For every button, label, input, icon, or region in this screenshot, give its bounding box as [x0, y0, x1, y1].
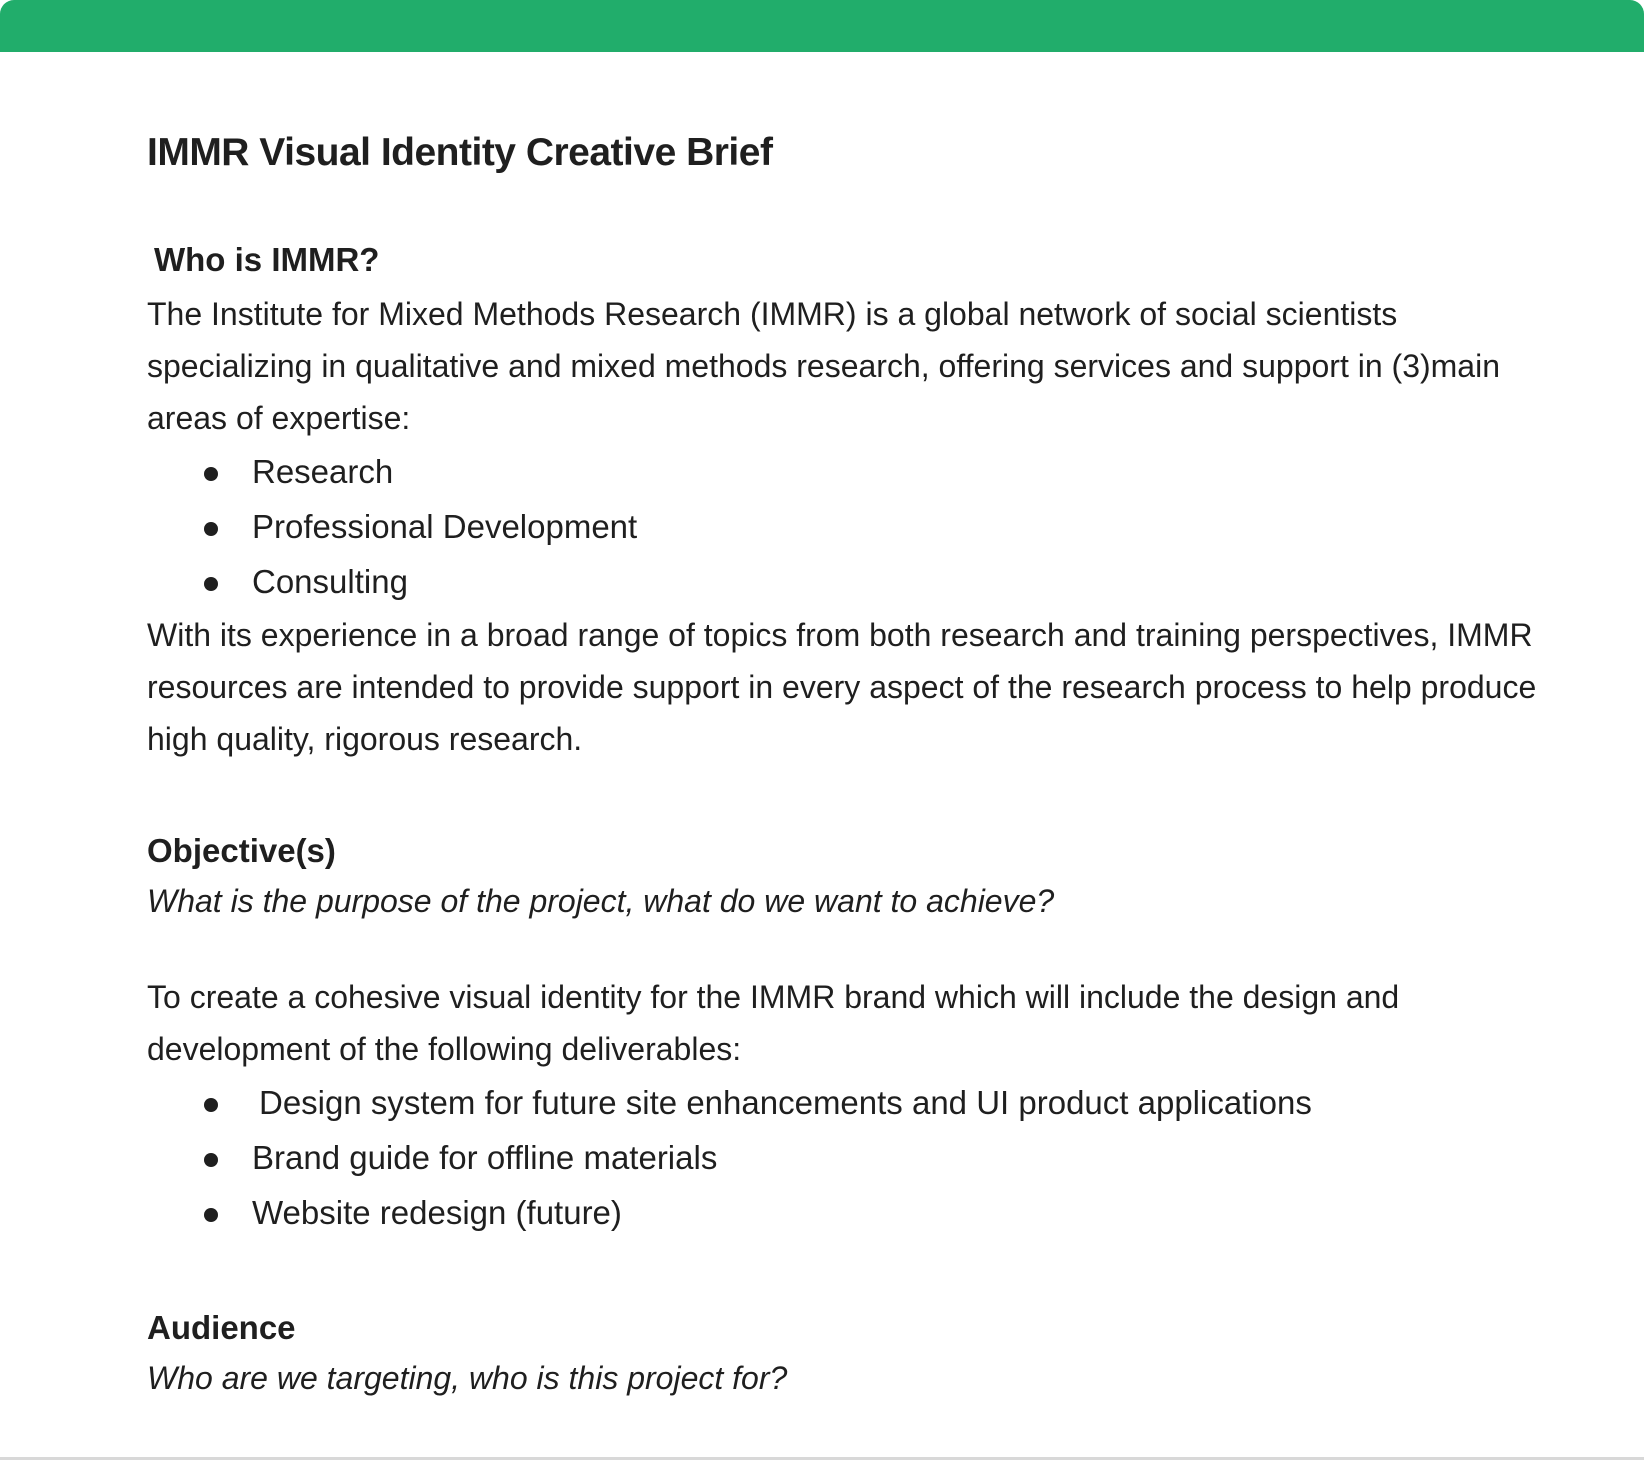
list-item-label: Website redesign (future) — [252, 1194, 622, 1231]
list-item-label: Consulting — [252, 563, 408, 600]
objectives-heading: Objective(s) — [147, 832, 336, 869]
bullet-icon — [204, 577, 218, 591]
who-closing-paragraph: With its experience in a broad range of topics from both research and training perspectives, IMMR resources are intended to provide support in every aspect of the research process to help produce high quality, rigorous research. — [147, 617, 1537, 757]
audience-prompt: Who are we targeting, who is this project for? — [147, 1360, 788, 1396]
expertise-list — [147, 444, 1547, 609]
document-body — [147, 128, 1547, 1404]
document-title: IMMR Visual Identity Creative Brief — [147, 131, 773, 174]
list-item-label: Design system for future site enhancements and UI product applications — [259, 1084, 1312, 1121]
list-item — [147, 1185, 1547, 1240]
bullet-icon — [204, 522, 218, 536]
objectives-prompt: What is the purpose of the project, what do we want to achieve? — [147, 883, 1055, 919]
top-accent-bar — [0, 0, 1644, 52]
list-item-label: Research — [252, 453, 394, 490]
who-intro-paragraph: The Institute for Mixed Methods Research (IMMR) is a global network of social scientists specializing in qualitative and mixed methods research, offering services and support in (3)main areas of expertise: — [147, 296, 1500, 436]
list-item — [147, 444, 1547, 499]
audience-heading: Audience — [147, 1309, 296, 1346]
list-item-label: Brand guide for offline materials — [252, 1139, 718, 1176]
list-item — [147, 1075, 1547, 1130]
objectives-body: To create a cohesive visual identity for the IMMR brand which will include the design and development of the following deliverables: — [147, 979, 1400, 1067]
bullet-icon — [204, 1098, 218, 1112]
list-item — [147, 499, 1547, 554]
who-heading: Who is IMMR? — [154, 241, 380, 278]
list-item — [147, 554, 1547, 609]
deliverables-list — [147, 1075, 1547, 1240]
bullet-icon — [204, 467, 218, 481]
bullet-icon — [204, 1153, 218, 1167]
bullet-icon — [204, 1208, 218, 1222]
list-item-label: Professional Development — [252, 508, 638, 545]
list-item — [147, 1130, 1547, 1185]
